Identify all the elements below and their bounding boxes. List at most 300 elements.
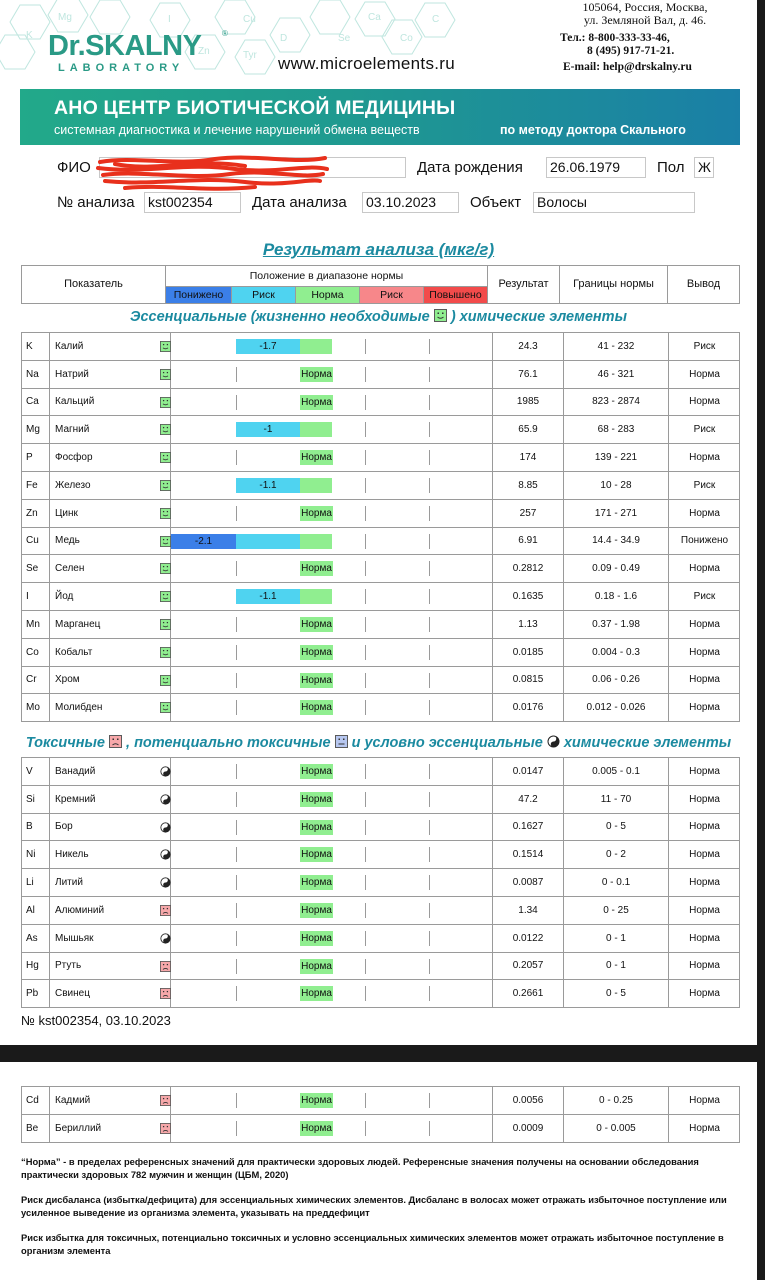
zone-separator [236, 764, 237, 779]
birth-date-label: Дата рождения [417, 159, 523, 176]
essential-smile-icon [160, 508, 171, 519]
zone-separator [365, 959, 366, 974]
element-name: Селен [55, 563, 85, 575]
zone-separator [236, 645, 237, 660]
position-cell [171, 583, 493, 610]
zone-separator [365, 875, 366, 890]
norm-limits: 14.4 - 34.9 [564, 528, 669, 555]
zone-separator [365, 422, 366, 437]
zone-separator [236, 820, 237, 835]
conclusion: Норма [689, 702, 720, 714]
norm-limits: 0 - 2 [564, 841, 669, 868]
element-name-cell [50, 639, 171, 666]
element-name-cell [50, 1115, 171, 1142]
brand-logo: Dr.SKALNY [48, 30, 202, 62]
analysis-number-field[interactable]: kst002354 [144, 192, 241, 213]
element-name: Хром [55, 674, 80, 686]
zone-separator [365, 534, 366, 549]
essential-smile-icon [160, 397, 171, 408]
position-cell [171, 555, 493, 582]
zone-separator [429, 673, 430, 688]
address-line: 105064, Россия, Москва, [582, 0, 708, 14]
conclusion: Норма [689, 1122, 720, 1134]
zone-separator [365, 506, 366, 521]
zone-low: Понижено [166, 286, 232, 303]
zone-separator [429, 450, 430, 465]
norm-limits: 0.012 - 0.026 [564, 694, 669, 721]
zone-separator [365, 339, 366, 354]
element-name-cell [50, 583, 171, 610]
essential-smile-icon [160, 341, 171, 352]
position-bar-norm: Норма [301, 932, 332, 944]
element-row [22, 333, 739, 361]
birth-date-field[interactable]: 26.06.1979 [546, 157, 646, 178]
zone-separator [236, 450, 237, 465]
zone-separator [365, 589, 366, 604]
header-indicator: Показатель [22, 266, 166, 303]
element-name-cell [50, 528, 171, 555]
element-name-cell [50, 841, 171, 868]
norm-limits: 0.004 - 0.3 [564, 639, 669, 666]
zone-separator [429, 478, 430, 493]
result-value: 6.91 [493, 528, 564, 555]
element-symbol: Se [22, 555, 50, 582]
zone-separator [429, 367, 430, 382]
position-bar-norm [300, 534, 332, 549]
zone-separator [365, 450, 366, 465]
position-bar-norm: Норма [301, 1122, 332, 1134]
conclusion: Норма [689, 1094, 720, 1106]
norm-limits: 0 - 25 [564, 897, 669, 924]
element-symbol: P [22, 444, 50, 471]
essential-table [21, 332, 740, 722]
position-bar-risk: -1.7 [236, 339, 300, 354]
position-bar-norm: Норма [301, 702, 332, 714]
essential-smile-icon [160, 369, 171, 380]
conclusion: Норма [689, 765, 720, 777]
toxic-title-part: химические элементы [563, 735, 732, 751]
result-value: 0.0056 [493, 1087, 564, 1114]
element-name-cell [50, 786, 171, 813]
hex-letter: Co [400, 33, 413, 44]
zone-separator [429, 847, 430, 862]
norm-limits: 0.18 - 1.6 [564, 583, 669, 610]
hex-letter: Mg [58, 12, 72, 23]
essential-title-text: Эссенциальные (жизненно необходимые [130, 309, 430, 325]
element-name: Магний [55, 424, 90, 436]
norm-limits: 10 - 28 [564, 472, 669, 499]
essential-smile-icon [160, 424, 171, 435]
zone-separator [365, 645, 366, 660]
fio-label: ФИО [57, 159, 91, 176]
zone-separator [429, 875, 430, 890]
zone-separator [365, 1093, 366, 1108]
element-name: Бор [55, 821, 73, 833]
toxic-title-part: Токсичные [25, 735, 105, 751]
norm-limits: 0.37 - 1.98 [564, 611, 669, 638]
position-cell [171, 786, 493, 813]
email[interactable]: E-mail: help@drskalny.ru [563, 61, 692, 73]
result-value: 47.2 [493, 786, 564, 813]
norm-limits: 171 - 271 [564, 500, 669, 527]
analysis-date-field[interactable]: 03.10.2023 [362, 192, 459, 213]
position-cell [171, 841, 493, 868]
yin-yang-icon [160, 933, 171, 944]
element-symbol: Zn [22, 500, 50, 527]
position-cell [171, 444, 493, 471]
element-row [22, 528, 739, 556]
norm-limits: 0.06 - 0.26 [564, 667, 669, 694]
zone-risk-high: Риск [360, 286, 424, 303]
element-row [22, 814, 739, 842]
element-row [22, 1087, 739, 1115]
object-label: Объект [470, 194, 522, 211]
position-bar-norm: Норма [301, 646, 332, 658]
redaction-scribble [95, 150, 330, 196]
clinic-banner [20, 89, 740, 145]
norm-limits: 823 - 2874 [564, 389, 669, 416]
toxic-section-title [0, 735, 757, 751]
element-row [22, 416, 739, 444]
header-limits: Границы нормы [560, 266, 668, 303]
toxic-icon [160, 961, 171, 972]
essential-smile-icon [434, 309, 447, 322]
element-symbol: Co [22, 639, 50, 666]
zone-separator [365, 478, 366, 493]
brand-logo-subtitle: LABORATORY [58, 62, 185, 74]
yin-yang-icon [160, 849, 171, 860]
element-row [22, 555, 739, 583]
position-cell [171, 500, 493, 527]
position-bar-risk: -1.1 [236, 478, 300, 493]
element-name-cell [50, 869, 171, 896]
result-value: 1.34 [493, 897, 564, 924]
zone-separator [236, 700, 237, 715]
position-bar-norm: Норма [301, 960, 332, 972]
norm-limits: 0 - 5 [564, 980, 669, 1007]
essential-smile-icon [160, 675, 171, 686]
element-name-cell [50, 444, 171, 471]
element-name: Свинец [55, 988, 90, 1000]
element-row [22, 925, 739, 953]
banner-title: АНО ЦЕНТР БИОТИЧЕСКОЙ МЕДИЦИНЫ [54, 97, 456, 119]
zone-separator [429, 1093, 430, 1108]
zone-separator [365, 847, 366, 862]
conclusion: Норма [689, 793, 720, 805]
conclusion: Риск [693, 424, 716, 436]
norm-limits: 0 - 5 [564, 814, 669, 841]
position-bar-norm: Норма [301, 674, 332, 686]
zone-separator [236, 395, 237, 410]
result-value: 1.13 [493, 611, 564, 638]
position-bar-norm: Норма [301, 821, 332, 833]
element-name-cell [50, 361, 171, 388]
position-cell [171, 897, 493, 924]
result-value: 8.85 [493, 472, 564, 499]
position-cell [171, 528, 493, 555]
position-cell [171, 389, 493, 416]
element-symbol: Ca [22, 389, 50, 416]
position-bar-risk: -1 [236, 422, 300, 437]
analysis-number-label: № анализа [57, 194, 135, 211]
element-symbol: As [22, 925, 50, 952]
zone-separator [236, 506, 237, 521]
zone-separator [236, 847, 237, 862]
footer-analysis-number: № kst002354, 03.10.2023 [21, 1013, 171, 1028]
position-bar-norm [300, 589, 332, 604]
position-bar-norm [300, 422, 332, 437]
conclusion: Норма [689, 904, 720, 916]
zone-separator [236, 959, 237, 974]
result-value: 0.0176 [493, 694, 564, 721]
essential-smile-icon [160, 536, 171, 547]
position-bar-norm: Норма [301, 452, 332, 464]
element-name-cell [50, 694, 171, 721]
zone-separator [429, 617, 430, 632]
zone-risk-low: Риск [232, 286, 296, 303]
zone-separator [236, 792, 237, 807]
element-row [22, 897, 739, 925]
report-page-2 [0, 1062, 757, 1280]
element-symbol: Fe [22, 472, 50, 499]
position-bar-norm: Норма [301, 904, 332, 916]
zone-separator [236, 903, 237, 918]
essential-smile-icon [160, 480, 171, 491]
element-name: Железо [55, 479, 91, 491]
conclusion: Норма [689, 960, 720, 972]
element-row [22, 1115, 739, 1143]
zone-separator [365, 561, 366, 576]
element-name: Натрий [55, 368, 89, 380]
zone-separator [236, 875, 237, 890]
conclusion: Риск [693, 479, 716, 491]
position-cell [171, 869, 493, 896]
essential-smile-icon [160, 563, 171, 574]
yin-yang-icon [160, 766, 171, 777]
position-bar-risk: -1.1 [236, 589, 300, 604]
conclusion: Понижено [680, 535, 729, 547]
result-value: 0.0087 [493, 869, 564, 896]
element-row [22, 758, 739, 786]
essential-smile-icon [160, 619, 171, 630]
element-name: Кадмий [55, 1094, 91, 1106]
phone-line: Тел.: 8-800-333-33-46, [560, 32, 670, 44]
zone-separator [365, 903, 366, 918]
norm-limits: 0 - 0.1 [564, 869, 669, 896]
zone-separator [429, 764, 430, 779]
yin-yang-icon [547, 735, 560, 748]
norm-limits: 41 - 232 [564, 333, 669, 360]
position-bar-norm: Норма [301, 988, 332, 1000]
element-name: Калий [55, 340, 84, 352]
conclusion: Норма [689, 646, 720, 658]
toxic-icon [160, 988, 171, 999]
element-name-cell [50, 611, 171, 638]
note-norm: “Норма” - в пределах референсных значений для практически здоровых людей. Референсные значения получены на основании обследования практически здоровых 782 мужчин и женщин (ЦБМ, 2020) [21, 1156, 699, 1180]
result-value: 0.1635 [493, 583, 564, 610]
element-name: Мышьяк [55, 932, 94, 944]
element-name-cell [50, 1087, 171, 1114]
analysis-date-label: Дата анализа [252, 194, 347, 211]
element-row [22, 667, 739, 695]
result-value: 0.2812 [493, 555, 564, 582]
zone-separator [429, 422, 430, 437]
website-url[interactable]: www.microelements.ru [278, 54, 455, 73]
result-value: 174 [493, 444, 564, 471]
position-cell [171, 980, 493, 1007]
position-cell [171, 639, 493, 666]
zone-separator [236, 561, 237, 576]
element-symbol: K [22, 333, 50, 360]
result-value: 0.0185 [493, 639, 564, 666]
zone-separator [365, 764, 366, 779]
hex-letter: D [280, 33, 288, 44]
essential-section-title [0, 309, 757, 325]
object-field[interactable]: Волосы [533, 192, 695, 213]
toxic-icon [109, 735, 122, 748]
toxic-table [21, 757, 740, 1008]
toxic-title-part: , потенциально токсичные [126, 735, 331, 751]
element-name-cell [50, 758, 171, 785]
element-row [22, 869, 739, 897]
conclusion: Норма [689, 618, 720, 630]
position-bar-norm: Норма [301, 1095, 332, 1106]
phone-block [560, 32, 750, 58]
position-cell [171, 925, 493, 952]
element-name-cell [50, 953, 171, 980]
zone-separator [236, 931, 237, 946]
element-symbol: Ni [22, 841, 50, 868]
position-cell [171, 814, 493, 841]
element-symbol: V [22, 758, 50, 785]
position-bar-norm: Норма [301, 563, 332, 575]
result-value: 0.1627 [493, 814, 564, 841]
hex-letter: I [168, 14, 171, 25]
element-row [22, 786, 739, 814]
toxic-icon [160, 1095, 171, 1106]
element-symbol: Mn [22, 611, 50, 638]
zone-separator [365, 1121, 366, 1136]
conclusion: Норма [689, 674, 720, 686]
zone-separator [236, 986, 237, 1001]
element-name-cell [50, 980, 171, 1007]
element-symbol: B [22, 814, 50, 841]
norm-limits: 46 - 321 [564, 361, 669, 388]
element-name: Ванадий [55, 765, 96, 777]
position-bar-norm: Норма [301, 618, 332, 630]
result-value: 65.9 [493, 416, 564, 443]
zone-separator [429, 700, 430, 715]
element-symbol: Cr [22, 667, 50, 694]
yin-yang-icon [160, 822, 171, 833]
norm-limits: 0 - 1 [564, 953, 669, 980]
element-row [22, 694, 739, 722]
element-row [22, 389, 739, 417]
zone-separator [429, 645, 430, 660]
essential-title-end: ) химические элементы [450, 309, 627, 325]
conclusion: Риск [693, 591, 716, 603]
hex-letter: Tyr [243, 50, 257, 61]
result-value: 1985 [493, 389, 564, 416]
element-row [22, 472, 739, 500]
zone-high: Повышено [424, 286, 488, 303]
element-row [22, 583, 739, 611]
zone-separator [365, 395, 366, 410]
conclusion: Норма [689, 396, 720, 408]
element-row [22, 980, 739, 1008]
norm-limits: 0.005 - 0.1 [564, 758, 669, 785]
zone-separator [429, 589, 430, 604]
position-cell [171, 667, 493, 694]
position-bar-norm: Норма [301, 368, 332, 380]
element-name-cell [50, 389, 171, 416]
result-title: Результат анализа (мкг/г) [262, 240, 495, 259]
address [540, 1, 750, 27]
position-bar-norm: Норма [301, 766, 332, 777]
essential-smile-icon [160, 591, 171, 602]
element-row [22, 611, 739, 639]
element-name-cell [50, 555, 171, 582]
element-symbol: Si [22, 786, 50, 813]
zone-separator [429, 506, 430, 521]
element-name-cell [50, 814, 171, 841]
element-name: Кобальт [55, 646, 93, 658]
element-symbol: Pb [22, 980, 50, 1007]
toxic-icon [160, 1123, 171, 1134]
hex-letter: Cu [243, 14, 256, 25]
result-value: 76.1 [493, 361, 564, 388]
element-name: Йод [55, 591, 74, 603]
position-bar-norm: Норма [301, 849, 332, 861]
zone-separator [429, 339, 430, 354]
header-result: Результат [488, 266, 560, 303]
zone-separator [429, 792, 430, 807]
hex-letter: Ca [368, 12, 381, 23]
position-cell [171, 1087, 493, 1114]
result-value: 257 [493, 500, 564, 527]
zone-separator [365, 367, 366, 382]
position-cell [171, 333, 493, 360]
element-name-cell [50, 416, 171, 443]
conclusion: Норма [689, 368, 720, 380]
zone-separator [236, 1121, 237, 1136]
position-bar-risk [236, 534, 300, 549]
norm-limits: 11 - 70 [564, 786, 669, 813]
position-cell [171, 758, 493, 785]
element-name: Бериллий [55, 1122, 102, 1134]
sex-field[interactable]: Ж [694, 157, 714, 178]
zone-separator [429, 903, 430, 918]
element-symbol: Cd [22, 1087, 50, 1114]
position-cell [171, 472, 493, 499]
position-bar-low: -2.1 [171, 534, 236, 549]
position-bar-norm [300, 478, 332, 493]
norm-limits: 68 - 283 [564, 416, 669, 443]
result-value: 0.2057 [493, 953, 564, 980]
element-row [22, 953, 739, 981]
position-cell [171, 953, 493, 980]
zone-separator [236, 617, 237, 632]
norm-limits: 0 - 1 [564, 925, 669, 952]
element-name-cell [50, 472, 171, 499]
position-bar-norm [300, 339, 332, 354]
element-name: Марганец [55, 618, 101, 630]
element-symbol: Cu [22, 528, 50, 555]
zone-separator [236, 1093, 237, 1108]
results-table-header [21, 265, 740, 304]
conclusion: Норма [689, 563, 720, 575]
zone-separator [429, 986, 430, 1001]
